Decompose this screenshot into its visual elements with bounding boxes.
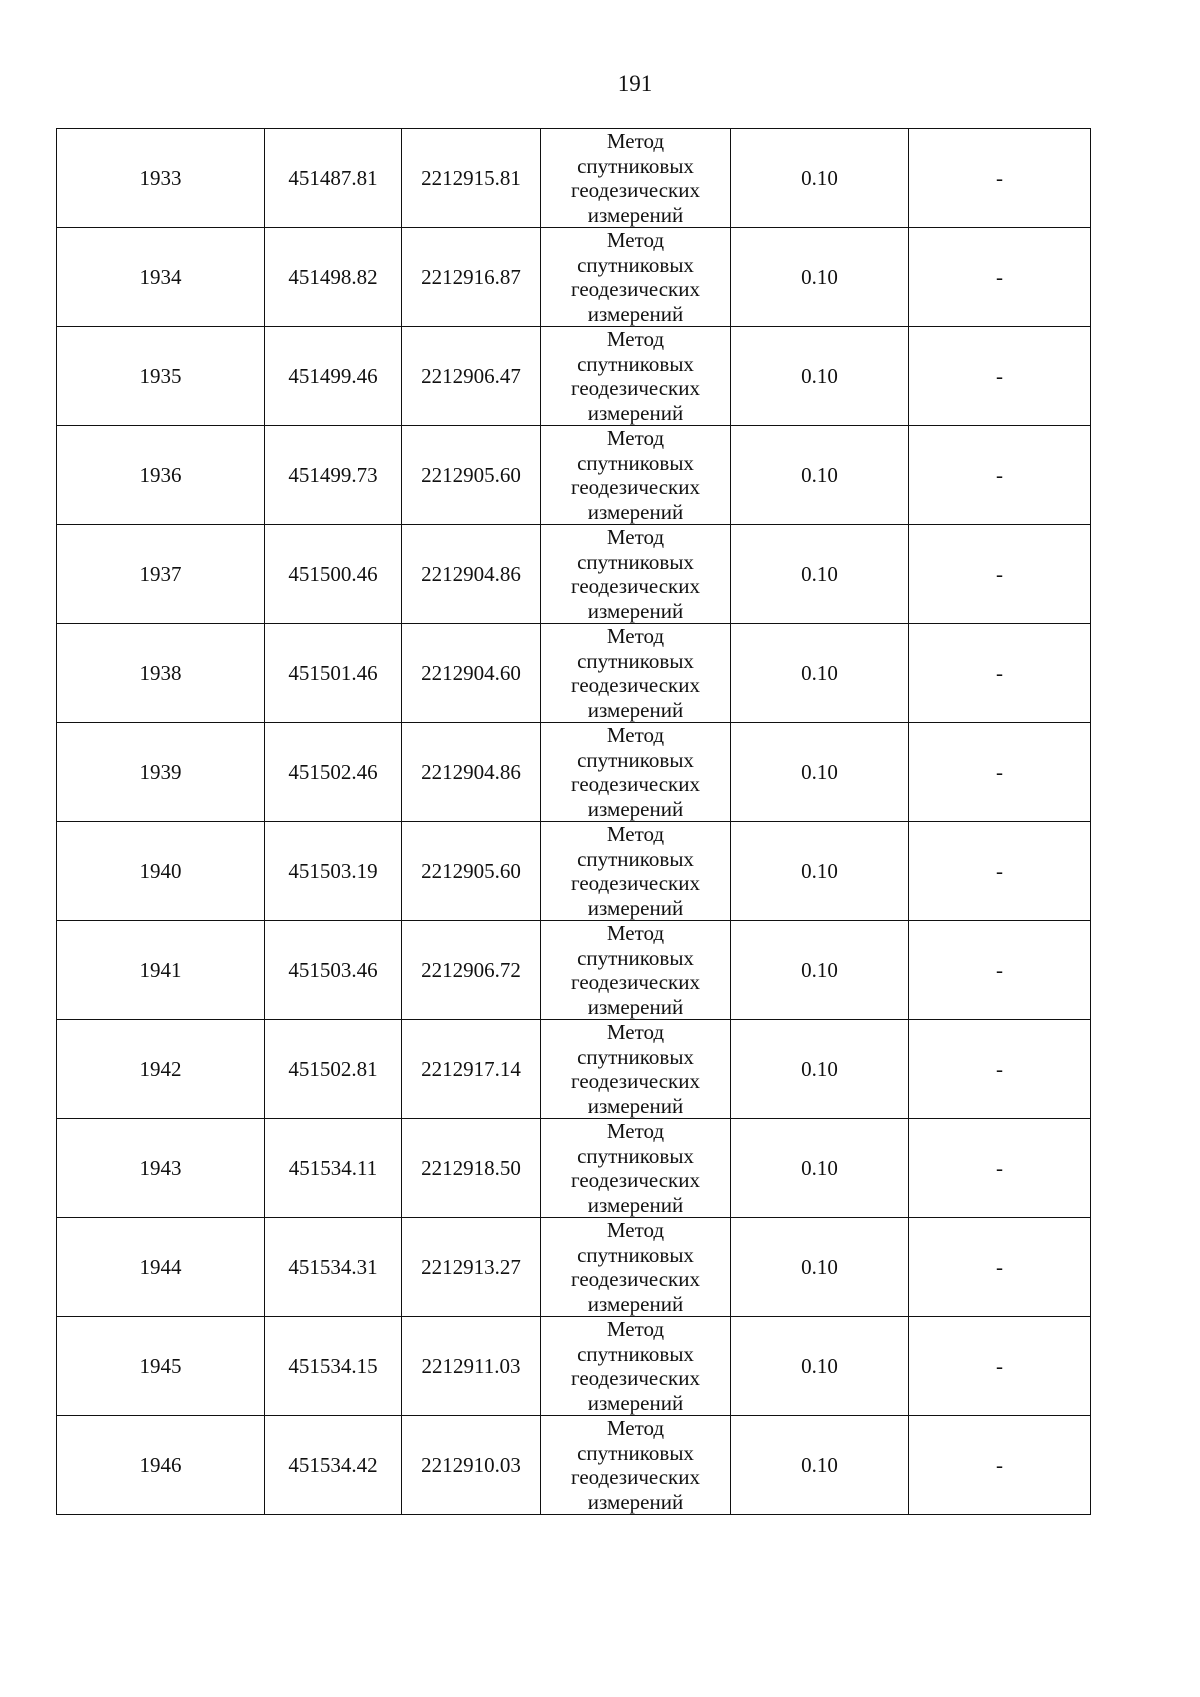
method-line: измерений — [587, 796, 684, 821]
x-coordinate-cell: 451534.15 — [265, 1317, 402, 1416]
y-coordinate-cell: 2212915.81 — [402, 129, 541, 228]
y-coordinate-cell: 2212913.27 — [402, 1218, 541, 1317]
note-cell: - — [909, 624, 1091, 723]
point-number-cell: 1942 — [57, 1020, 265, 1119]
y-coordinate-cell: 2212910.03 — [402, 1416, 541, 1515]
point-number-cell: 1944 — [57, 1218, 265, 1317]
x-coordinate-cell: 451503.19 — [265, 822, 402, 921]
point-number-cell: 1934 — [57, 228, 265, 327]
method-line: Метод — [606, 228, 665, 252]
note-cell: - — [909, 1119, 1091, 1218]
y-coordinate-cell: 2212905.60 — [402, 426, 541, 525]
method-line: спутниковых — [577, 747, 694, 772]
accuracy-cell: 0.10 — [731, 921, 909, 1020]
accuracy-cell: 0.10 — [731, 723, 909, 822]
method-line: геодезических — [570, 1465, 700, 1489]
method-line: измерений — [587, 301, 684, 326]
y-coordinate-cell: 2212916.87 — [402, 228, 541, 327]
x-coordinate-cell: 451498.82 — [265, 228, 402, 327]
x-coordinate-cell: 451487.81 — [265, 129, 402, 228]
y-coordinate-cell: 2212906.72 — [402, 921, 541, 1020]
method-cell — [541, 426, 731, 525]
method-line: геодезических — [570, 178, 700, 202]
method-line: Метод — [606, 624, 665, 648]
point-number-cell: 1941 — [57, 921, 265, 1020]
accuracy-cell: 0.10 — [731, 1218, 909, 1317]
method-line: измерений — [587, 1489, 684, 1514]
method-line: измерений — [587, 1291, 684, 1316]
accuracy-cell: 0.10 — [731, 822, 909, 921]
method-line: геодезических — [570, 1267, 700, 1291]
method-line: измерений — [587, 697, 684, 722]
y-coordinate-cell: 2212904.86 — [402, 723, 541, 822]
y-coordinate-cell: 2212918.50 — [402, 1119, 541, 1218]
table-row — [57, 1119, 1091, 1218]
note-cell: - — [909, 228, 1091, 327]
accuracy-cell: 0.10 — [731, 228, 909, 327]
method-line: Метод — [606, 525, 665, 549]
accuracy-cell: 0.10 — [731, 426, 909, 525]
method-cell — [541, 822, 731, 921]
point-number-cell: 1939 — [57, 723, 265, 822]
method-line: геодезических — [570, 673, 700, 697]
table-row — [57, 723, 1091, 822]
method-line: спутниковых — [577, 1341, 694, 1366]
method-cell — [541, 1020, 731, 1119]
method-line: измерений — [587, 499, 684, 524]
y-coordinate-cell: 2212911.03 — [402, 1317, 541, 1416]
note-cell: - — [909, 129, 1091, 228]
table-row — [57, 624, 1091, 723]
method-line: Метод — [606, 1119, 665, 1143]
note-cell: - — [909, 822, 1091, 921]
method-line: геодезических — [570, 475, 700, 499]
method-line: измерений — [587, 598, 684, 623]
method-line: спутниковых — [577, 1242, 694, 1267]
accuracy-cell: 0.10 — [731, 1020, 909, 1119]
table-row — [57, 525, 1091, 624]
method-line: спутниковых — [577, 945, 694, 970]
point-number-cell: 1943 — [57, 1119, 265, 1218]
method-line: геодезических — [570, 871, 700, 895]
method-line: Метод — [606, 1317, 665, 1341]
coordinates-table — [56, 128, 1091, 1515]
method-line: спутниковых — [577, 1044, 694, 1069]
page-number: 191 — [617, 71, 653, 96]
method-cell — [541, 723, 731, 822]
table-row — [57, 426, 1091, 525]
table-row — [57, 228, 1091, 327]
point-number-cell: 1938 — [57, 624, 265, 723]
point-number-cell: 1940 — [57, 822, 265, 921]
note-cell: - — [909, 426, 1091, 525]
method-cell — [541, 1218, 731, 1317]
method-cell — [541, 327, 731, 426]
accuracy-cell: 0.10 — [731, 129, 909, 228]
method-cell — [541, 1119, 731, 1218]
x-coordinate-cell: 451501.46 — [265, 624, 402, 723]
table-row — [57, 822, 1091, 921]
method-cell — [541, 1416, 731, 1515]
note-cell: - — [909, 1020, 1091, 1119]
method-line: Метод — [606, 1218, 665, 1242]
method-line: Метод — [606, 723, 665, 747]
method-line: измерений — [587, 400, 684, 425]
y-coordinate-cell: 2212906.47 — [402, 327, 541, 426]
x-coordinate-cell: 451499.73 — [265, 426, 402, 525]
method-cell — [541, 921, 731, 1020]
point-number-cell: 1937 — [57, 525, 265, 624]
table-row — [57, 1020, 1091, 1119]
y-coordinate-cell: 2212905.60 — [402, 822, 541, 921]
y-coordinate-cell: 2212904.86 — [402, 525, 541, 624]
table-row — [57, 327, 1091, 426]
accuracy-cell: 0.10 — [731, 1317, 909, 1416]
method-cell — [541, 525, 731, 624]
method-line: геодезических — [570, 772, 700, 796]
method-line: спутниковых — [577, 1440, 694, 1465]
table-row — [57, 1416, 1091, 1515]
method-line: измерений — [587, 1192, 684, 1217]
note-cell: - — [909, 1416, 1091, 1515]
point-number-cell: 1933 — [57, 129, 265, 228]
method-line: измерений — [587, 994, 684, 1019]
method-line: геодезических — [570, 1366, 700, 1390]
method-cell — [541, 1317, 731, 1416]
method-cell — [541, 129, 731, 228]
method-line: измерений — [587, 895, 684, 920]
method-line: Метод — [606, 129, 665, 153]
note-cell: - — [909, 921, 1091, 1020]
method-line: спутниковых — [577, 450, 694, 475]
method-cell — [541, 228, 731, 327]
x-coordinate-cell: 451534.11 — [265, 1119, 402, 1218]
method-line: измерений — [587, 1390, 684, 1415]
accuracy-cell: 0.10 — [731, 624, 909, 723]
x-coordinate-cell: 451500.46 — [265, 525, 402, 624]
accuracy-cell: 0.10 — [731, 327, 909, 426]
point-number-cell: 1946 — [57, 1416, 265, 1515]
method-line: измерений — [587, 202, 684, 227]
method-line: геодезических — [570, 277, 700, 301]
x-coordinate-cell: 451502.81 — [265, 1020, 402, 1119]
accuracy-cell: 0.10 — [731, 1416, 909, 1515]
y-coordinate-cell: 2212917.14 — [402, 1020, 541, 1119]
table-row — [57, 1218, 1091, 1317]
x-coordinate-cell: 451503.46 — [265, 921, 402, 1020]
method-line: спутниковых — [577, 648, 694, 673]
method-line: Метод — [606, 1020, 665, 1044]
method-line: геодезических — [570, 1069, 700, 1093]
method-line: спутниковых — [577, 252, 694, 277]
note-cell: - — [909, 525, 1091, 624]
method-line: спутниковых — [577, 1143, 694, 1168]
x-coordinate-cell: 451534.42 — [265, 1416, 402, 1515]
method-line: геодезических — [570, 970, 700, 994]
note-cell: - — [909, 327, 1091, 426]
method-cell — [541, 624, 731, 723]
point-number-cell: 1936 — [57, 426, 265, 525]
method-line: измерений — [587, 1093, 684, 1118]
table-row — [57, 129, 1091, 228]
coordinates-table-body — [57, 129, 1091, 1515]
method-line: спутниковых — [577, 549, 694, 574]
note-cell: - — [909, 1317, 1091, 1416]
method-line: Метод — [606, 822, 665, 846]
method-line: Метод — [606, 327, 665, 351]
table-row — [57, 921, 1091, 1020]
method-line: спутниковых — [577, 153, 694, 178]
x-coordinate-cell: 451499.46 — [265, 327, 402, 426]
point-number-cell: 1945 — [57, 1317, 265, 1416]
table-row — [57, 1317, 1091, 1416]
method-line: спутниковых — [577, 351, 694, 376]
accuracy-cell: 0.10 — [731, 525, 909, 624]
note-cell: - — [909, 723, 1091, 822]
accuracy-cell: 0.10 — [731, 1119, 909, 1218]
method-line: геодезических — [570, 1168, 700, 1192]
method-line: Метод — [606, 1416, 665, 1440]
y-coordinate-cell: 2212904.60 — [402, 624, 541, 723]
method-line: Метод — [606, 426, 665, 450]
point-number-cell: 1935 — [57, 327, 265, 426]
method-line: геодезических — [570, 376, 700, 400]
x-coordinate-cell: 451502.46 — [265, 723, 402, 822]
method-line: Метод — [606, 921, 665, 945]
method-line: спутниковых — [577, 846, 694, 871]
x-coordinate-cell: 451534.31 — [265, 1218, 402, 1317]
note-cell: - — [909, 1218, 1091, 1317]
method-line: геодезических — [570, 574, 700, 598]
